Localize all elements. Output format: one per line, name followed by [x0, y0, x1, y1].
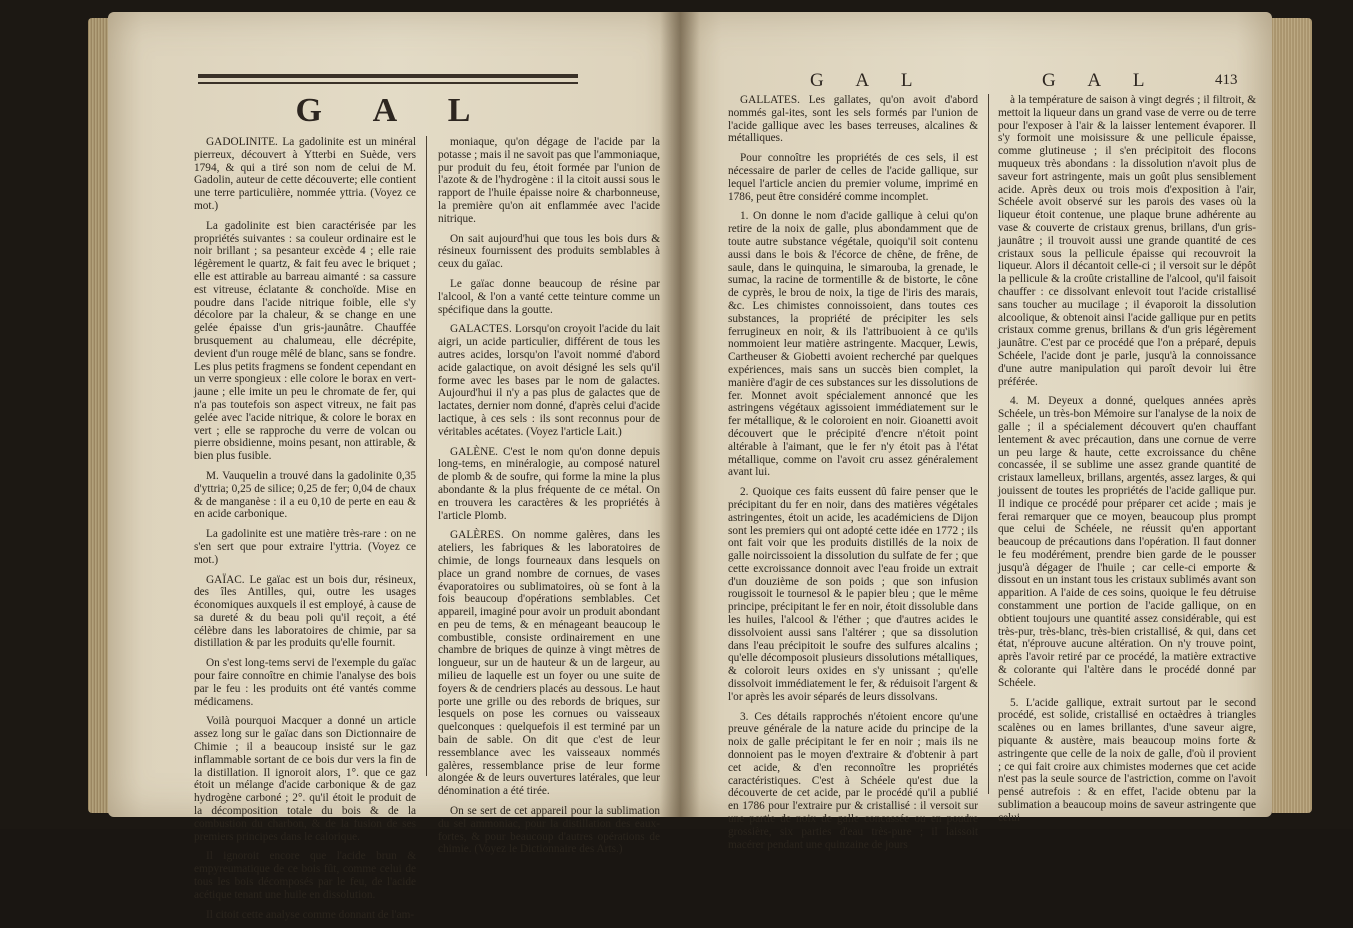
paragraph: Pour connoître les propriétés de ces sels, il est nécessaire de parler de celles de l'acide gallique, sur lequel l'article ancien du premier volume, imprimé en 1786, peut être considéré comme incomplet. — [728, 152, 978, 203]
paragraph: GADOLINITE. La gadolinite est un minéral pierreux, découvert à Ytterbi en Suède, vers 1794, & qui a tiré son nom de celui de M. Gadolin, auteur de cette découverte; elle contient une terre particulière, nommée yttria. (Voyez ce mot.) — [194, 136, 416, 212]
left-column-1 — [194, 136, 416, 928]
paragraph: GALLATES. Les gallates, qu'on avoit d'abord nommés gal-ites, sont les sels formés par l'union de l'acide gallique avec les bases terreuses, alcalines & métalliques. — [728, 94, 978, 145]
paragraph: moniaque, qu'on dégage de l'acide par la potasse ; mais il ne savoit pas que l'ammoniaque, pur produit du feu, étoit formée par l'union de l'azote & de l'hydrogène : il la citoit aussi sous le rapport de l'huile épaisse noire & charbonneuse, la première qu'on ait enflammée avec l'acide nitrique. — [438, 136, 660, 225]
paragraph: à la température de saison à vingt degrés ; il filtroit, & mettoit la liqueur dans un grand vase de verre ou de terre pour l'exposer à l'air & la laisser lentement évaporer. Il s'y formoit une moisissure & une pellicule épaisse, comme glutineuse ; il s'en précipitoit des flocons muqueux très abondans : la dissolution n'avoit plus de saveur fort astringente, mais un goût plus sensiblement acide. Après deux ou trois mois d'exposition à l'air, Schéele avoit observé sur les parois des vases où la liqueur étoit contenue, une plaque brune adhérente au vase & couverte de cristaux grenus, brillans, d'un gris-jaunâtre ; il trouvoit aussi une grande quantité de ces cristaux sous la pellicule épaisse qui recouvroit la liqueur. Alors il décantoit celle-ci ; il versoit sur le dépôt la pellicule & la croûte cristalline de l'alcool, qu'il faisoit chauffer : ce dissolvant enlevoit tout l'acide cristallisé sans toucher au mucilage ; il évaporoit la dissolution alcoolique, & obtenoit ainsi l'acide gallique pur en petits cristaux comme grenus, brillans & d'un gris légèrement jaunâtre. C'est par ce procédé que l'on a préparé, depuis Schéele, l'acide dont je parle, jusqu'à la connoissance d'une autre manipulation qui paroît devoir lui être préférée. — [998, 94, 1256, 388]
column-divider — [988, 94, 989, 794]
left-page — [108, 12, 680, 921]
head-rule-thick — [198, 74, 578, 78]
paragraph: Il ignoroit encore que l'acide brun & empyreumatique de ce bois fût, comme celui de tous les bois décomposés par le feu, de l'acide acétique tenant une huile en dissolution. — [194, 850, 416, 901]
paragraph: 1. On donne le nom d'acide gallique à celui qu'on retire de la noix de galle, plus abondamment que de toute autre substance végétale, quoiqu'il soit contenu aussi dans le bois & l'écorce de chêne, de frêne, de saule, dans le quinquina, le simarouba, la grenade, le sumac, la racine de tormentille & de bistorte, le cône de cyprès, le brou de noix, la tige de l'iris des marais, &c. Les chimistes connoissoient, dans toutes ces substances, la propriété de précipiter les sels ferrugineux en noir, & ils l'attribuoient à ce qu'ils nommoient leur matière astringente. Macquer, Lewis, Cartheuser & Giobetti avoient recherché par quelques expériences, mais sans un succès bien complet, la manière d'agir de ces substances sur les dissolutions de fer. Monnet avoit spécialement annoncé que les astringens végétaux agissoient immédiatement sur le fer métallique, & le coloroient en noir. Gioanetti avoit découvert que le précipité d'encre n'étoit point altérable à l'aimant, que le fer n'y étoit pas à l'état métallique, comme on l'avoit cru assez généralement avant lui. — [728, 210, 978, 479]
paragraph: Voilà pourquoi Macquer a donné un article assez long sur le gaïac dans son Dictionnaire de Chimie ; il a beaucoup insisté sur le gaz inflammable sortant de ce bois dur vers la fin de la distillation. Il ignoroit alors, 1°. que ce gaz étoit un mélange d'acide carbonique & de gaz hydrogène carboné ; 2°. qu'il étoit le produit de la décomposition totale du bois & de la combustion du charbon, & de la fusion de ses premiers principes dans le calorique. — [194, 715, 416, 843]
paragraph: GALÈRES. On nomme galères, dans les ateliers, les fabriques & les laboratoires de chimie, de longs fourneaux dans lesquels on place un grand nombre de cornues, de vases évaporatoires ou sublimatoires, où se font à la fois beaucoup d'opérations semblables. Cet appareil, imaginé pour avoir un produit abondant en peu de tems, & en ménageant beaucoup le combustible, consiste ordinairement en une chambre de briques de quinze à vingt mètres de longueur, sur un de hauteur & un de largeur, au milieu de laquelle est un foyer ou une suite de foyers & de cendriers placés au dessous. Le haut porte une grille ou des rebords de briques, sur lesquels on pose les cornues ou vaisseaux quelconques : quelquefois il est terminé par un bain de sable. On dit que c'est de leur ressemblance avec les vaisseaux nommés galères, ressemblance prise de leur forme alongée & de leurs ouvertures latérales, que leur dénomination a été tirée. — [438, 529, 660, 798]
paragraph: La gadolinite est une matière très-rare : on ne s'en sert que pour extraire l'yttria. (Voyez ce mot.) — [194, 528, 416, 566]
paragraph: 4. M. Deyeux a donné, quelques années après Schéele, un très-bon Mémoire sur l'analyse de la noix de galle ; il a spécialement découvert qu'en chauffant lentement & avec précaution, dans une cornue de verre un peu large & haute, cette excroissance du chêne concassée, il se sublime une assez grande quantité de cristaux lamelleux, brillans, argentés, assez larges, & qui jouissent de toutes les propriétés de l'acide gallique pur. Il indique ce procédé pour préparer cet acide ; mais je ferai remarquer que ce moyen, beaucoup plus prompt que celui de Schéele, ne réussit qu'en apportant beaucoup de précautions dans l'opération. Il faut donner le feu modérément, prendre bien garde de le pousser jusqu'à dégager de l'huile ; car celle-ci emporte & dissout en un instant tous les cristaux sublimés avant son apparition. A l'aide de ces soins, quoique le feu détruise constamment une portion de l'acide gallique, on en obtient toujours une quantité assez considérable, qui est très-pur, très-blanc, très-bien cristallisé, & qui, dans cet état, n'éprouve aucune altération. On n'y trouve point, après l'avoir retiré par ce procédé, la matière extractive & colorante qui l'altère dans le procédé donné par Schéele. — [998, 395, 1256, 689]
paragraph: On sait aujourd'hui que tous les bois durs & résineux fournissent des produits semblables à ceux du gaïac. — [438, 232, 660, 271]
paragraph: GAÏAC. Le gaïac est un bois dur, résineux, des îles Antilles, qui, outre les usages économiques auxquels il est employé, à cause de sa dureté & du beau poli qu'il reçoit, a été célèbre dans les laboratoires de chimie, par sa distillation & par les produits qu'elle fournit. — [194, 573, 416, 650]
head-rule-thin — [198, 82, 578, 84]
page-edges-left — [88, 18, 110, 813]
left-column-2 — [438, 136, 660, 863]
paragraph: On s'est long-tems servi de l'exemple du gaïac pour faire connoître en chimie l'analyse des bois par le feu : les produits ont été vantés comme médicamens. — [194, 657, 416, 708]
running-head-left: G A L — [810, 70, 927, 91]
right-page — [680, 12, 1272, 851]
paragraph: 2. Quoique ces faits eussent dû faire penser que le précipitant du fer en noir, dans des matières végétales astringentes, étoit un acide, les académiciens de Dijon sont les premiers qui ont adopté cette idée en 1772 ; ils ont fait voir que les produits distillés de la noix de galle noircissoient la dissolution du sulfate de fer ; que cette excroissance donnoit avec l'eau froide un extrait d'un douzième de son poids ; que son infusion rougissoit le tournesol & le papier bleu ; que le même principe, précipitant le fer en noir, étoit dissoluble dans les huiles, l'alcool & l'éther ; que d'autres acides le dissolvoient aussi sans l'altérer ; que sa dissolution dans l'eau précipitoit le soufre des sulfures alcalins ; qu'elle décomposoit plusieurs dissolutions métalliques, & coloroit leurs oxides en s'y unissant ; qu'elle dissolvoit immédiatement le fer, & réduisoit l'argent & l'or après les avoir séparés de leurs dissolvans. — [728, 486, 978, 703]
running-head-right: G A L — [1042, 70, 1159, 91]
paragraph: On se sert de cet appareil pour la sublimation du sel ammoniac, pour la distillation des eaux-fortes, & pour beaucoup d'autres opérations de chimie. (Voyez le Dictionnaire des Arts.) — [438, 805, 660, 856]
paragraph: 5. L'acide gallique, extrait surtout par le second procédé, est solide, cristallisé en octaèdres à triangles scalènes ou en lames brillantes, d'une saveur aigre, piquante & austère, mais beaucoup moins forte & astringente que celle de la noix de galle, d'où il provient ; ce qui fait croire aux chimistes modernes que cet acide n'est pas la seule source de l'astriction, comme on l'avoit pensé autrefois : & en effet, l'acide obtenu par la sublimation a beaucoup moins de saveur astringente que celui — [998, 696, 1256, 824]
column-divider — [426, 136, 427, 776]
right-column-2 — [998, 94, 1256, 832]
page-number: 413 — [1215, 72, 1238, 88]
book-gutter — [660, 12, 700, 817]
right-column-1 — [728, 94, 978, 858]
paragraph: M. Vauquelin a trouvé dans la gadolinite 0,35 d'yttria; 0,25 de silice; 0,25 de fer; 0,04 de chaux & de manganèse : il a eu 0,10 de perte en eau & en acide carbonique. — [194, 469, 416, 521]
paragraph: Le gaïac donne beaucoup de résine par l'alcool, & l'on a vanté cette teinture comme un spécifique dans la goutte. — [438, 277, 660, 316]
section-title: G A L — [295, 92, 493, 129]
paragraph: La gadolinite est bien caractérisée par les propriétés suivantes : sa couleur ordinaire est le noir brillant ; sa pesanteur excède 4 ; elle raie légèrement le quartz, & fait feu avec le briquet ; elle est attirable au barreau aimanté : sa cassure est vitreuse, éclatante & conchoïde. Mise en poudre dans l'acide nitrique foible, elle s'y décolore par la chaleur, & se change en une gelée épaisse d'un gris-jaunâtre. Chauffée brusquement au chalumeau, elle décrépite, devient d'un rouge mêlé de blanc, sans se fondre. Les plus petits fragmens se fondent cependant en un verre spongieux : elle colore le borax en vert-jaune ; elle imite un peu le chromate de fer, qui n'a pas toutefois son aspect vitreux, ne fait pas gelée avec l'acide nitrique, & colore le borax en vert ; elle se rapproche du verre de volcan ou pierre obsidienne, moins pesant, non attirable, & bien plus fusible. — [194, 219, 416, 463]
paragraph: Il citoit cette analyse comme donnant de l'am- — [206, 908, 415, 921]
paragraph: 3. Ces détails rapprochés n'étoient encore qu'une preuve générale de la nature acide du principe de la noix de galle précipitant le fer en noir ; mais ils ne donnoient pas le moyen d'extraire & d'obtenir à part cet acide, & d'en reconnoître les propriétés caractéristiques. C'est à Schéele qu'est due la découverte de cet acide, par le procédé qu'il a publié en 1786 pour l'extraire pur & cristallisé : il versoit sur une partie de noix de galle concassée ou en poudre grossière, six parties d'eau très-pure ; il laissoit macérer pendant une quinzaine de jours — [728, 710, 978, 851]
paragraph: GALÈNE. C'est le nom qu'on donne depuis long-tems, en minéralogie, au composé naturel de plomb & de soufre, qui forme la mine la plus abondante & la plus fréquente de ce métal. On en trouvera les caractères & les propriétés à l'article Plomb. — [438, 445, 660, 522]
page-edges-right — [1272, 18, 1312, 813]
paragraph: GALACTES. Lorsqu'on croyoit l'acide du lait aigri, un acide particulier, différent de tous les autres acides, lorsqu'on l'avoit nommé d'abord acide galactique, on avoit désigné les sels qu'il forme avec les bases par le nom de galactes. Aujourd'hui il n'y a pas plus de galactes que de lactates, dernier nom donné, d'après celui d'acide lactique, à ces sels : ils sont reconnus pour de véritables acétates. (Voyez l'article Lait.) — [438, 323, 660, 438]
